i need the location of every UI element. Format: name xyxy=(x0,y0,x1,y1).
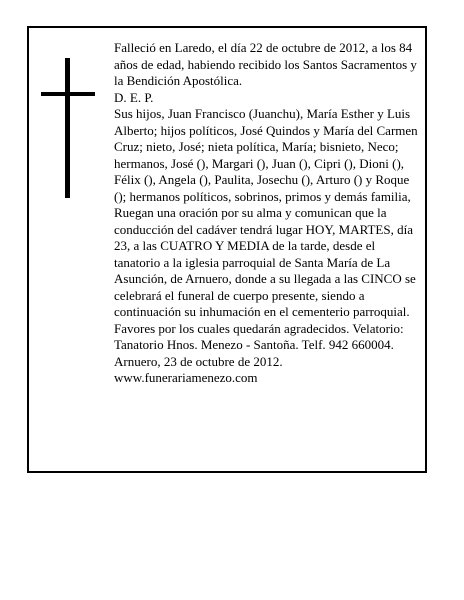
cross-icon xyxy=(41,58,95,198)
death-notice: Falleció en Laredo, el día 22 de octubre de 2012, a los 84 años de edad, habiendo recibido los Santos Sacramentos y la Bendición Apostólica. xyxy=(114,40,417,88)
cross-horizontal-bar xyxy=(41,92,95,96)
dep-line: D. E. P. xyxy=(114,89,154,105)
place-date: Arnuero, 23 de octubre de 2012. xyxy=(114,353,283,369)
family-list: Sus hijos, Juan Francisco (Juanchu), María Esther y Luis Alberto; hijos políticos, José Quindos y María del Carmen Cruz; nieto, José; nieta política, María; bisnieto, Neco; hermanos, José (), Margari (), Juan (), Cipri (), Dioni (), Félix (), Angela (), Paulita, Josechu (), Arturo () y Roque (); hermanos políticos, sobrinos, primos y demás familia, xyxy=(114,106,418,204)
cross-vertical-bar xyxy=(65,58,70,198)
obituary-text xyxy=(114,40,422,387)
obituary-notice xyxy=(27,26,427,473)
funeral-request: Ruegan una oración por su alma y comunican que la conducción del cadáver tendrá lugar HOY, MARTES, día 23, a las CUATRO Y MEDIA de la tarde, desde el tanatorio a la iglesia parroquial de Santa María de La Asunción, de Arnuero, donde a su llegada a las CINCO se celebrará el funeral de cuerpo presente, siendo a continuación su inhumación en el cementerio parroquial. Favores por los cuales quedarán agradecidos. Velatorio: Tanatorio Hnos. Menezo - Santoña. Telf. 942 660004. xyxy=(114,205,416,352)
website-link: www.funerariamenezo.com xyxy=(114,370,258,385)
